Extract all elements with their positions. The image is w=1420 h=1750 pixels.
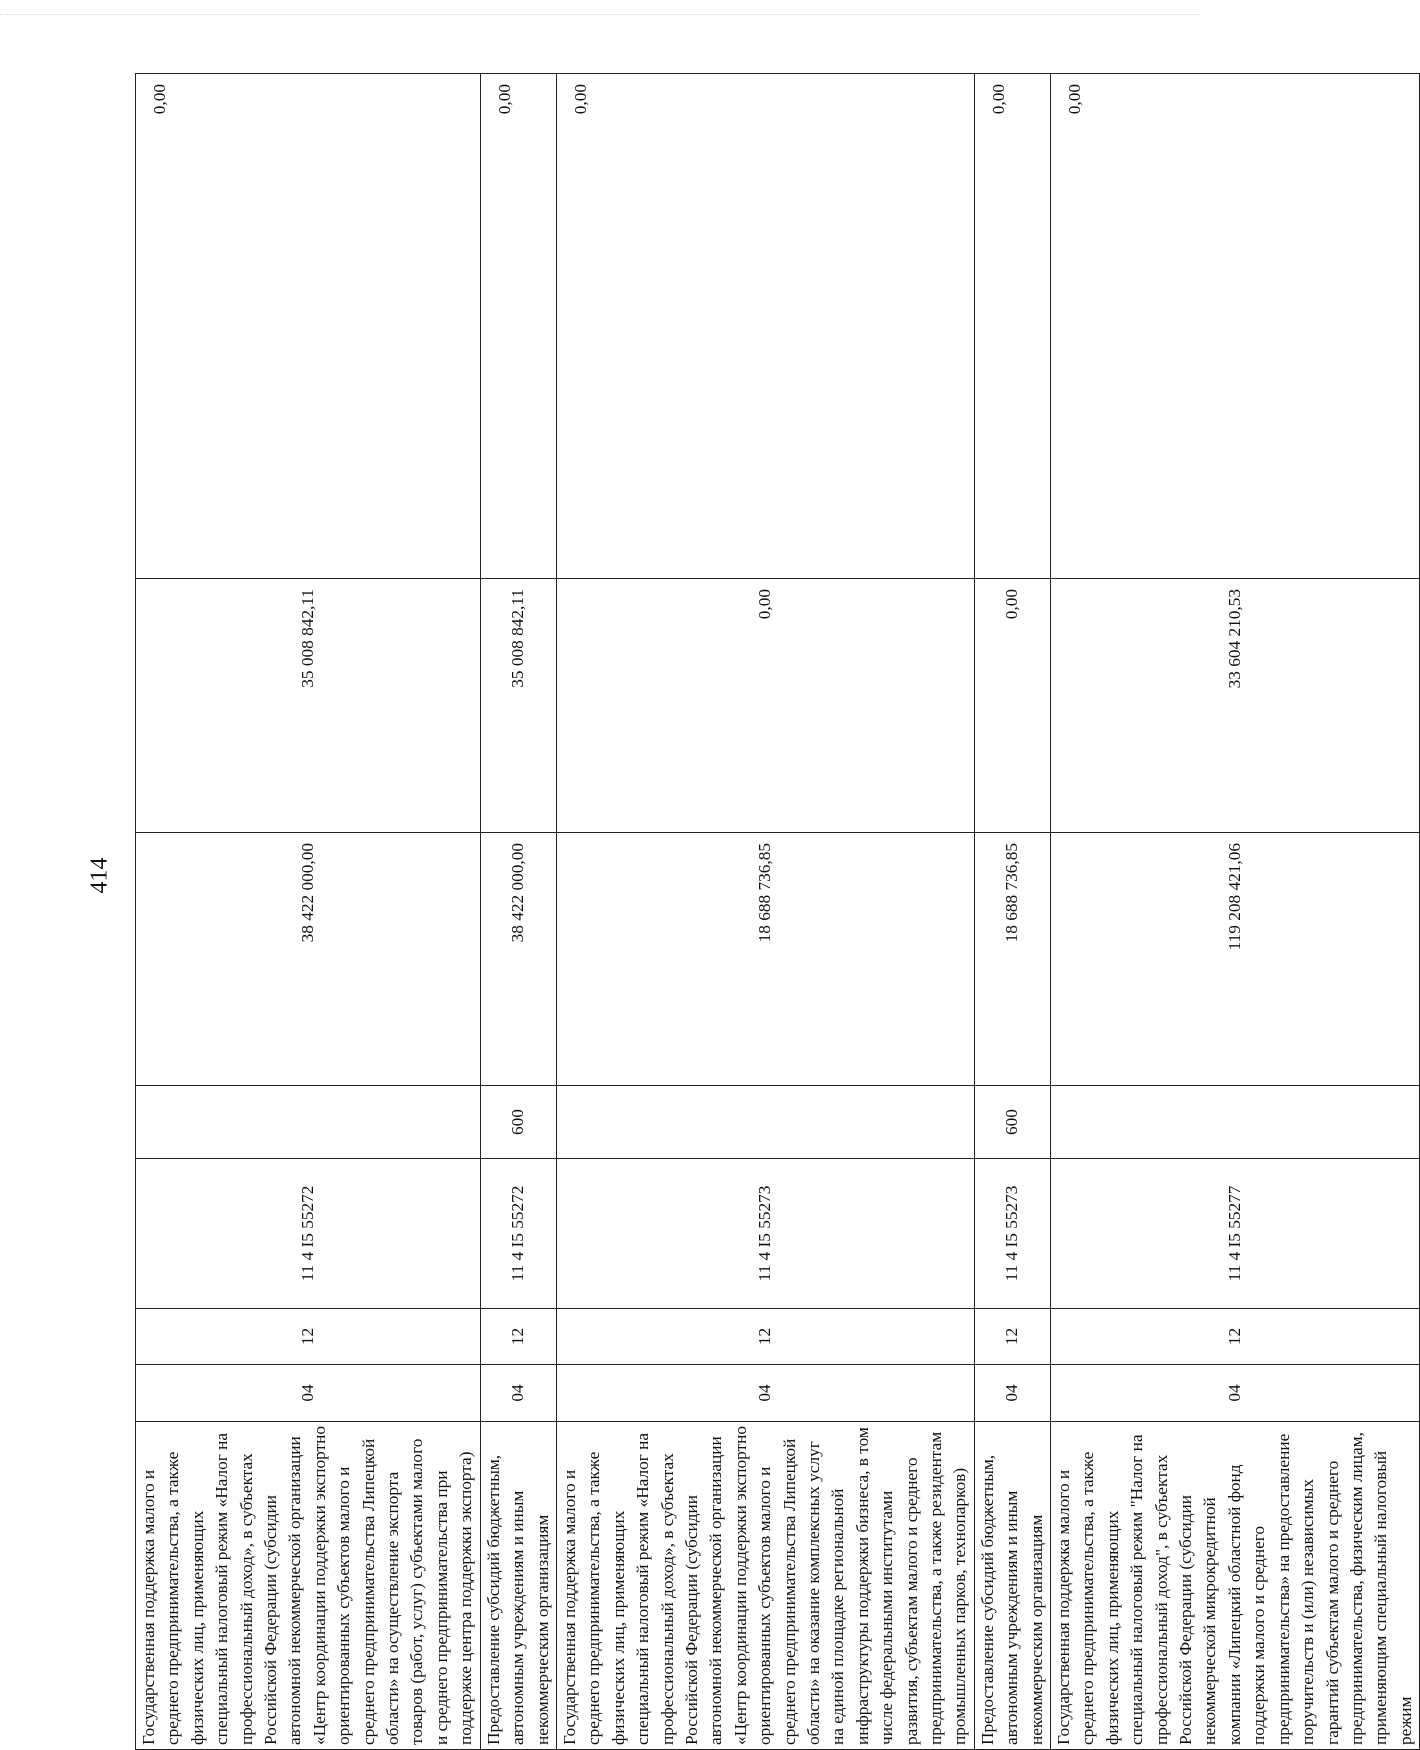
expense-type: 600 (480, 1086, 556, 1159)
amount-3: 0,00 (1051, 74, 1420, 579)
amount-3: 0,00 (480, 74, 556, 579)
amount-2: 35 008 842,11 (480, 579, 556, 833)
section-code: 04 (1051, 1365, 1420, 1422)
target-article: 11 4 I5 55272 (480, 1159, 556, 1309)
target-article: 11 4 I5 55272 (136, 1159, 481, 1309)
row-description: Предоставление субсидий бюджетным, автономным учреждениям и иным некоммерческим организациям (480, 1422, 556, 1750)
page-number: 414 (86, 857, 113, 894)
amount-2: 0,00 (974, 579, 1050, 833)
amount-3: 0,00 (974, 74, 1050, 579)
section-code: 04 (556, 1365, 974, 1422)
amount-2: 0,00 (556, 579, 974, 833)
table-row (556, 74, 974, 1750)
expense-type (136, 1086, 481, 1159)
row-description: Предоставление субсидий бюджетным, автономным учреждениям и иным некоммерческим организациям (974, 1422, 1050, 1750)
amount-1: 18 688 736,85 (556, 833, 974, 1086)
amount-1: 18 688 736,85 (974, 833, 1050, 1086)
row-description: Государственная поддержка малого и среднего предпринимательства, а также физических лиц, применяющих специальный налоговый режим «Налог на профессиональный доход», в субъектах Российской Федерации (субсидии автономной некоммерческой организации «Центр координации поддержки экспортно ориентированных субъектов малого и среднего предпринимательства Липецкой области» на осуществление экспорта товаров (работ, услуг) субъектами малого и среднего предпринимательства при поддержке центра поддержки экспорта) (136, 1422, 481, 1750)
expense-type (1051, 1086, 1420, 1159)
subsection-code: 12 (136, 1309, 481, 1365)
row-description: Государственная поддержка малого и среднего предпринимательства, а также физических лиц, применяющих специальный налоговый режим "Налог на профессиональный доход", в субъектах Российской Федерации (субсидии некоммерческой микрокредитной компании «Липецкий областной фонд поддержки малого и среднего предпринимательства» на предоставление поручительств и (или) независимых гарантий субъектам малого и среднего предпринимательства, физическим лицам, применяющим специальный налоговый режим (1051, 1422, 1420, 1750)
budget-table (135, 73, 1420, 1750)
subsection-code: 12 (1051, 1309, 1420, 1365)
target-article: 11 4 I5 55273 (556, 1159, 974, 1309)
section-code: 04 (480, 1365, 556, 1422)
amount-1: 38 422 000,00 (136, 833, 481, 1086)
table-row (480, 74, 556, 1750)
table-row (136, 74, 481, 1750)
table-row (974, 74, 1050, 1750)
table-row (1051, 74, 1420, 1750)
amount-3: 0,00 (556, 74, 974, 579)
amount-2: 33 604 210,53 (1051, 579, 1420, 833)
amount-1: 119 208 421,06 (1051, 833, 1420, 1086)
section-code: 04 (974, 1365, 1050, 1422)
rotated-table-wrapper (135, 74, 1415, 1750)
amount-2: 35 008 842,11 (136, 579, 481, 833)
section-code: 04 (136, 1365, 481, 1422)
target-article: 11 4 I5 55273 (974, 1159, 1050, 1309)
amount-1: 38 422 000,00 (480, 833, 556, 1086)
subsection-code: 12 (480, 1309, 556, 1365)
expense-type (556, 1086, 974, 1159)
expense-type: 600 (974, 1086, 1050, 1159)
row-description: Государственная поддержка малого и среднего предпринимательства, а также физических лиц, применяющих специальный налоговый режим «Налог на профессиональный доход», в субъектах Российской Федерации (субсидии автономной некоммерческой организации «Центр координации поддержки экспортно ориентированных субъектов малого и среднего предпринимательства Липецкой области» на оказание комплексных услуг на единой площадке региональной инфраструктуры поддержки бизнеса, в том числе федеральными институтами развития, субъектам малого и среднего предпринимательства, а также резидентам промышленных парков, технопарков) (556, 1422, 974, 1750)
subsection-code: 12 (556, 1309, 974, 1365)
amount-3: 0,00 (136, 74, 481, 579)
subsection-code: 12 (974, 1309, 1050, 1365)
scan-edge (0, 14, 1200, 15)
target-article: 11 4 I5 55277 (1051, 1159, 1420, 1309)
